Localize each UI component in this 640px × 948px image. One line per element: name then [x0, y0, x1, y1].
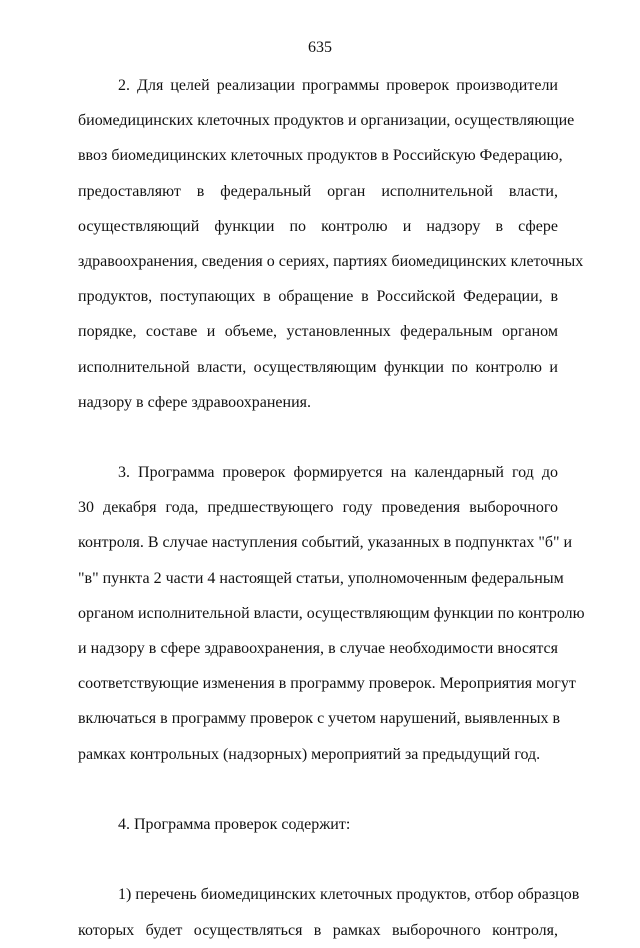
- paragraph-4: [78, 807, 558, 842]
- text-line: органом исполнительной власти, осуществляющим функции по контролю: [78, 604, 585, 622]
- text-line: осуществляющий функции по контролю и надзору в сфере: [78, 217, 558, 235]
- text-line: 3. Программа проверок формируется на календарный год до: [118, 464, 558, 482]
- text-line: и надзору в сфере здравоохранения, в случае необходимости вносятся: [78, 640, 558, 657]
- text-line: "в" пункта 2 части 4 настоящей статьи, уполномоченным федеральным: [78, 569, 564, 587]
- paragraph-2: [78, 68, 584, 420]
- text-line: включаться в программу проверок с учетом нарушений, выявленных в: [78, 710, 561, 728]
- page-number: 635: [308, 39, 332, 56]
- text-line: 4. Программа проверок содержит:: [118, 815, 351, 833]
- list-item-1: [78, 877, 580, 947]
- paragraph-gap: [78, 420, 558, 455]
- text-line: 2. Для целей реализации программы проверок производители: [118, 77, 558, 94]
- text-line: исполнительной власти, осуществляющим функции по контролю и: [78, 358, 558, 376]
- document-body: [78, 68, 585, 948]
- text-line: соответствующие изменения в программу проверок. Мероприятия могут: [78, 675, 576, 693]
- text-line: 1) перечень биомедицинских клеточных продуктов, отбор образцов: [118, 886, 580, 904]
- text-line: биомедицинских клеточных продуктов и организации, осуществляющие: [78, 112, 575, 130]
- paragraph-gap: [78, 772, 558, 807]
- text-line: рамках контрольных (надзорных) мероприятий за предыдущий год.: [78, 745, 541, 763]
- paragraph-3: [78, 455, 585, 772]
- text-line: продуктов, поступающих в обращение в Российской Федерации, в: [78, 288, 558, 306]
- text-line: которых будет осуществляться в рамках выборочного контроля,: [78, 921, 558, 939]
- paragraph-gap: [78, 842, 558, 877]
- text-line: предоставляют в федеральный орган исполнительной власти,: [78, 182, 558, 200]
- text-line: контроля. В случае наступления событий, указанных в подпунктах "б" и: [78, 534, 573, 552]
- text-line: 30 декабря года, предшествующего году проведения выборочного: [78, 499, 558, 517]
- text-line: ввоз биомедицинских клеточных продуктов в Российскую Федерацию,: [78, 147, 563, 165]
- text-line: порядке, составе и объеме, установленных федеральным органом: [78, 323, 558, 341]
- text-line: надзору в сфере здравоохранения.: [78, 393, 312, 411]
- text-line: здравоохранения, сведения о сериях, партиях биомедицинских клеточных: [78, 252, 584, 270]
